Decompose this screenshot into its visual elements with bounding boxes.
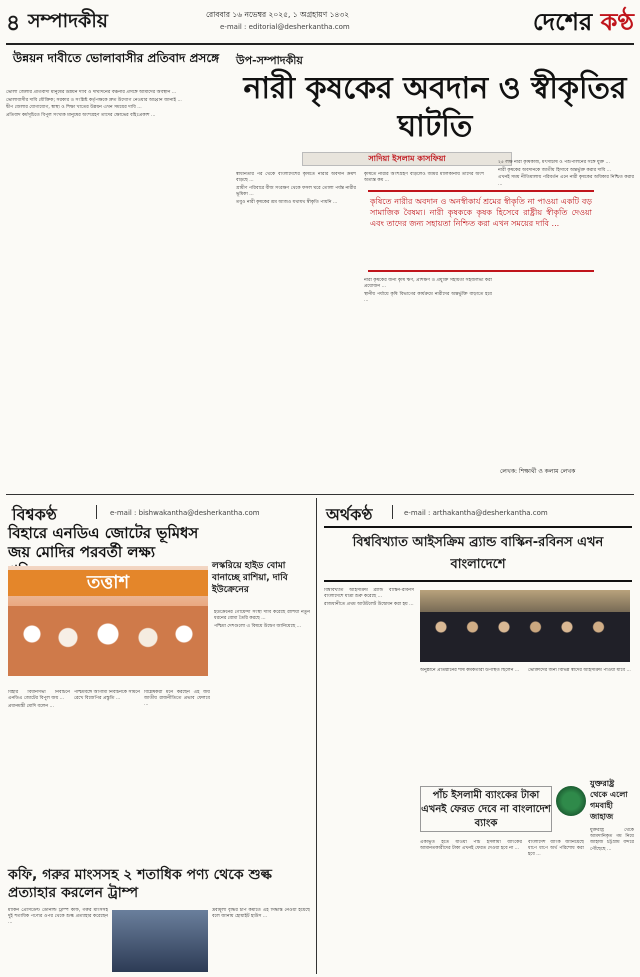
world-column-4 xyxy=(214,610,310,860)
economy-column-2 xyxy=(420,668,522,780)
sub-paragraph: এখনই সময় নীতিমালায় পরিবর্তন এনে নারী কৃষকের অধিকার নিশ্চিত করার ... xyxy=(498,175,634,187)
economy-paragraph: ভোক্তাদের জন্য বিভিন্ন স্বাদের আইসক্রিম পাওয়া যাবে ... xyxy=(528,668,631,673)
editorial-column xyxy=(6,50,226,490)
sub-paragraph: তবুও নারী কৃষকের শ্রম আজও যথাযথ স্বীকৃতি পায়নি ... xyxy=(236,199,338,205)
economy-section-tag: অর্থকণ্ঠ xyxy=(326,505,373,524)
column-divider xyxy=(316,498,317,974)
economy-tag-divider xyxy=(392,505,393,519)
masthead-part1: দেশের xyxy=(532,7,601,36)
section-name: সম্পাদকীয় xyxy=(28,10,108,32)
sub-editorial-column-3 xyxy=(498,160,634,460)
world-column-1 xyxy=(8,690,70,860)
world-paragraph: বিহার বিধানসভা নির্বাচনে এনডিএ জোটের বিপুল জয় ... xyxy=(8,690,70,702)
economy-column-5 xyxy=(528,840,584,974)
world-headline: বিহারে এনডিএ জোটের ভূমিধস জয় মোদির পরবর্তী লক্ষ্য xyxy=(8,524,199,561)
author-line: লেখক: শিক্ষার্থী ও কলাম লেখক xyxy=(500,468,576,475)
header-divider xyxy=(6,43,634,45)
world-section-tag: বিশ্বকণ্ঠ xyxy=(12,505,57,524)
header-email[interactable]: e-mail : editorial@desherkantha.com xyxy=(220,23,350,31)
world-email[interactable]: e-mail : bishwakantha@desherkantha.com xyxy=(110,509,260,517)
world-paragraph: প্রধানমন্ত্রী মোদি বলেন ... xyxy=(8,703,54,709)
world-photo xyxy=(8,566,208,676)
world-column-3 xyxy=(144,690,210,860)
economy-column-1 xyxy=(324,588,414,860)
bank-logo-icon xyxy=(556,786,586,816)
editorial-paragraph: ভোলা জেলার প্রতিবাদী মানুষের উন্নয়ন দাবি ও দীর্ঘদিনের বঞ্চনার প্রসঙ্গে আমাদের অবস্থান ... xyxy=(6,90,177,95)
economy-email[interactable]: e-mail : arthakantha@desherkantha.com xyxy=(404,509,548,517)
editorial-paragraph: দ্বীপ জেলার যোগাযোগ, স্বাস্থ্য ও শিক্ষা খাতের উন্নয়ন এখন সময়ের দাবি ... xyxy=(6,105,142,111)
sub-paragraph: ২৫ লক্ষ নারী কৃষিকাজ, মৎস্যচাষ ও পশুপালনের সঙ্গে যুক্ত ... xyxy=(498,160,610,165)
economy-paragraph: রাজধানীতে প্রথম আউটলেট উদ্বোধন করা হয় ... xyxy=(324,601,414,607)
economy-photo-people xyxy=(420,612,630,662)
author-band: সাদিয়া ইসলাম কাসফিয়া xyxy=(302,152,512,166)
sub-paragraph: স্থানীয় পর্যায়ে কৃষি বিভাগের কার্যক্রমে নারীদের অন্তর্ভুক্তি বাড়াতে হবে ... xyxy=(364,291,492,304)
pull-quote-text: কৃষিতে নারীর অবদান ও অনস্বীকার্য শ্রমের স্বীকৃতি না পাওয়া একটি বড় সামাজিক বৈষম্য। নারী কৃষককে কৃষক হিসেবে রাষ্ট্রীয় স্বীকৃতি দেওয়া এবং তাদের জন্য সহায়তা নিশ্চিত করা এখন সময়ের দাবি ... xyxy=(370,197,592,228)
world-column-6 xyxy=(212,908,310,974)
economy-column-6 xyxy=(590,828,634,974)
trump-photo xyxy=(112,910,208,972)
world-paragraph: মার্কিন প্রেসিডেন্ট ডোনাল্ড ট্রাম্প কফি, গরুর মাংসসহ দুই শতাধিক পণ্যের ওপর থেকে শুল্ক প্রত্যাহার করেছেন ... xyxy=(8,908,108,926)
world-tag-divider xyxy=(96,505,97,519)
world-paragraph: ইউক্রেনের গোয়েন্দা সংস্থা দাবি করেছে রাশিয়া নতুন ধরনের বোমা তৈরি করছে ... xyxy=(214,610,310,622)
sub-paragraph: কৃষিতে নারীর অংশগ্রহণ বাড়লেও জমির মালিকানায় তাদের অংশ অত্যন্ত কম ... xyxy=(364,172,484,184)
sub-paragraph: নারী কৃষকের অবদানকে জাতীয় হিসাবে অন্তর্ভুক্ত করার দাবি ... xyxy=(498,167,612,173)
sub-editorial-column-1 xyxy=(236,172,356,462)
economy-sub-headline: পাঁচ ইসলামী ব্যাংকের টাকা এখনই ফেরত দেবে না বাংলাদেশ ব্যাংক xyxy=(420,786,552,832)
economy-side-headline: যুক্তরাষ্ট্র থেকে এলো গমবাহী জাহাজ xyxy=(590,779,628,821)
economy-photo xyxy=(420,590,630,662)
section-divider xyxy=(6,494,634,495)
masthead-part2: কণ্ঠ xyxy=(600,7,634,36)
sub-paragraph: গ্রামীণ পরিবারে বীজ সংরক্ষণ থেকে ফসল ঘরে তোলা পর্যন্ত নারীর ভূমিকা ... xyxy=(236,185,356,198)
sub-editorial-headline: নারী কৃষকের অবদান ও স্বীকৃতির ঘাটতি xyxy=(243,71,627,144)
masthead-logo xyxy=(533,4,634,44)
sub-editorial-column-2b xyxy=(364,278,492,454)
sub-editorial-tag: উপ-সম্পাদকীয় xyxy=(236,54,303,67)
world-paragraph: বিশ্লেষকরা মনে করছেন এই জয় জাতীয় রাজনীতিতে প্রভাব ফেলবে ... xyxy=(144,690,210,708)
economy-paragraph: একীভূত হতে যাওয়া পাঁচ ইসলামী ব্যাংকের আমানতকারীদের টাকা এখনই ফেরত দেওয়া হবে না ... xyxy=(420,840,522,852)
world-paragraph: পশ্চিমবঙ্গে আগামী নির্বাচনকে সামনে রেখে বিজেপির প্রস্তুতি ... xyxy=(74,690,140,702)
world-sidebar-headline: লস্করিয়ে হাইড বোমা বানাচ্ছে রাশিয়া, দাবি ইউক্রেনের xyxy=(212,561,288,595)
economy-paragraph: বিশ্ববিখ্যাত আইসক্রিম ব্র্যান্ড বাস্কিন-রবিনস বাংলাদেশে যাত্রা শুরু করেছে ... xyxy=(324,588,414,600)
editorial-paragraph: ভোলাবাসীর দাবি যৌক্তিক; সরকার ও সংশ্লিষ্ট কর্তৃপক্ষকে দ্রুত উদ্যোগ নেওয়ার আহ্বান জানাই ... xyxy=(6,97,182,103)
world-column-2 xyxy=(74,690,140,860)
page-number: ৪ xyxy=(6,11,21,36)
editorial-body xyxy=(6,90,226,488)
editorial-paragraph: প্রতিবাদ কর্মসূচিতে বিপুল সংখ্যক মানুষের অংশগ্রহণ তাদের ক্ষোভের বহিঃপ্রকাশ ... xyxy=(6,113,156,119)
economy-column-3 xyxy=(528,668,632,780)
sub-paragraph: স্বাধীনতার পর থেকে বাংলাদেশের কৃষিতে নারীর অবদান ক্রমশ বাড়ছে ... xyxy=(236,172,356,184)
world-photo-banner: তত্তাশ xyxy=(8,570,208,596)
world-column-5 xyxy=(8,908,108,974)
economy-paragraph: যুক্তরাষ্ট্র থেকে আমদানিকৃত গম নিয়ে জাহাজ চট্টগ্রাম বন্দরে পৌঁছেছে ... xyxy=(590,828,634,852)
editorial-headline: উন্নয়ন দাবীতে ভোলাবাসীর প্রতিবাদ প্রসঙ্গে xyxy=(12,51,220,65)
page-header xyxy=(6,4,634,42)
economy-paragraph: অনুষ্ঠানে প্রতিষ্ঠানের শীর্ষ কর্মকর্তারা উপস্থিত ছিলেন ... xyxy=(420,668,520,673)
header-date: রোববার ১৬ নভেম্বর ২০২৫, ১ অগ্রহায়ণ ১৪৩২ xyxy=(206,10,350,19)
world-photo-crowd xyxy=(8,606,208,676)
economy-column-4 xyxy=(420,840,522,974)
economy-paragraph: বাংলাদেশ ব্যাংক জানিয়েছে ধাপে ধাপে অর্থ পরিশোধ করা হবে ... xyxy=(528,840,584,858)
world-paragraph: পশ্চিমা দেশগুলো এ বিষয়ে উদ্বেগ জানিয়েছে ... xyxy=(214,623,302,629)
world-paragraph: দ্রব্যমূল্য বৃদ্ধির চাপ কমাতে এই সিদ্ধান্ত নেওয়া হয়েছে বলে জানায় হোয়াইট হাউস ... xyxy=(212,908,310,920)
world-headline-2: কফি, গরুর মাংসসহ ২ শতাধিক পণ্য থেকে শুল্ক প্রত্যাহার করলেন ট্রাম্প xyxy=(8,867,272,901)
sub-paragraph: নারী কৃষকের জন্য কৃষি ঋণ, প্রশিক্ষণ ও প্রযুক্তি সহায়তা সহজলভ্য করা প্রয়োজন ... xyxy=(364,278,492,290)
economy-headline: বিশ্ববিখ্যাত আইসক্রিম ব্র্যান্ড বাস্কিন-রবিনস এখন বাংলাদেশে xyxy=(324,526,632,582)
